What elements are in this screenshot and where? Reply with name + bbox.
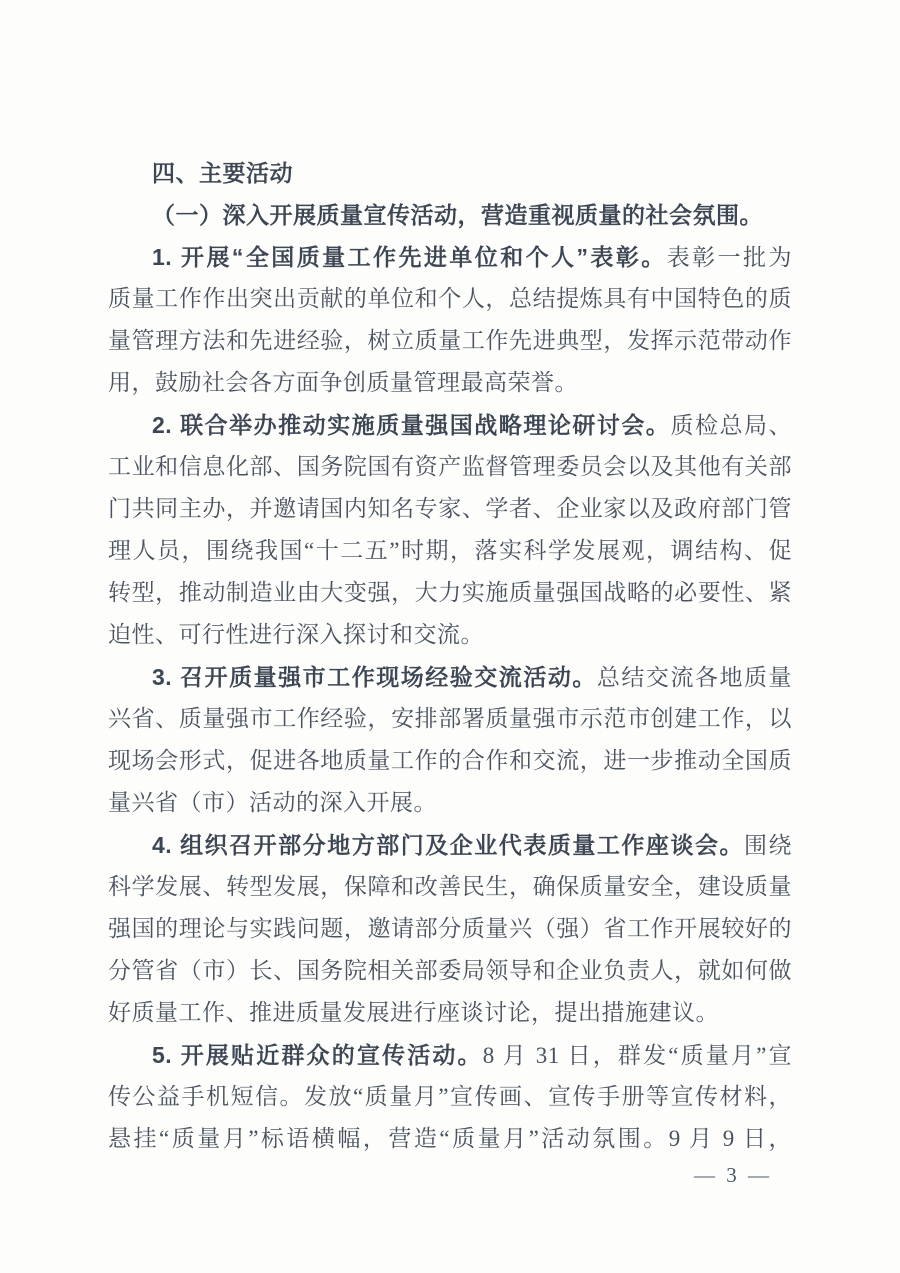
text-line xyxy=(108,404,792,446)
text-line xyxy=(108,1118,792,1160)
text-segment-bold: （一）深入开展质量宣传活动，营造重视质量的社会氛围。 xyxy=(152,202,763,228)
text-segment: 迫性、可行性进行深入探讨和交流。 xyxy=(108,622,484,647)
text-line xyxy=(108,740,792,782)
text-line xyxy=(108,278,792,320)
text-segment: 质检总局、 xyxy=(670,413,792,438)
text-line xyxy=(108,614,792,656)
text-line xyxy=(108,362,792,404)
text-line xyxy=(108,950,792,992)
text-line xyxy=(108,152,792,194)
text-line xyxy=(108,782,792,824)
text-segment-bold: 4. 组织召开部分地方部门及企业代表质量工作座谈会。 xyxy=(152,832,744,858)
text-segment: 量兴省（市）活动的深入开展。 xyxy=(108,790,437,815)
text-segment: 兴省、质量强市工作经验，安排部署质量强市示范市创建工作，以 xyxy=(108,706,792,731)
text-segment: 理人员，围绕我国“十二五”时期，落实科学发展观，调结构、促 xyxy=(108,538,792,563)
text-segment-bold: 2. 联合举办推动实施质量强国战略理论研讨会。 xyxy=(152,412,671,438)
text-segment: 转型，推动制造业由大变强，大力实施质量强国战略的必要性、紧 xyxy=(108,580,792,605)
text-segment: 悬挂“质量月”标语横幅，营造“质量月”活动氛围。9 月 9 日， xyxy=(108,1126,792,1151)
text-line xyxy=(108,320,792,362)
text-segment: 8 月 31 日，群发“质量月”宣 xyxy=(482,1043,792,1068)
text-line xyxy=(108,530,792,572)
text-segment: 表彰一批为 xyxy=(666,245,792,270)
text-line xyxy=(108,1034,792,1076)
text-segment: 量管理方法和先进经验，树立质量工作先进典型，发挥示范带动作 xyxy=(108,328,792,353)
text-line xyxy=(108,572,792,614)
text-line xyxy=(108,656,792,698)
text-segment: 分管省（市）长、国务院相关部委局领导和企业负责人，就如何做 xyxy=(108,958,792,983)
text-segment-bold: 1. 开展“全国质量工作先进单位和个人”表彰。 xyxy=(152,244,667,270)
text-segment-bold: 四、主要活动 xyxy=(152,160,293,186)
text-segment: 用，鼓励社会各方面争创质量管理最高荣誉。 xyxy=(108,370,578,395)
text-line xyxy=(108,1076,792,1118)
text-line xyxy=(108,194,792,236)
text-segment: 强国的理论与实践问题，邀请部分质量兴（强）省工作开展较好的 xyxy=(108,916,792,941)
text-line xyxy=(108,446,792,488)
text-segment: 科学发展、转型发展，保障和改善民生，确保质量安全，建设质量 xyxy=(108,874,792,899)
text-line xyxy=(108,236,792,278)
text-line xyxy=(108,698,792,740)
text-segment: 工业和信息化部、国务院国有资产监督管理委员会以及其他有关部 xyxy=(108,454,792,479)
text-line xyxy=(108,824,792,866)
text-segment: 好质量工作、推进质量发展进行座谈讨论，提出措施建议。 xyxy=(108,1000,719,1025)
text-line xyxy=(108,488,792,530)
text-segment: 门共同主办，并邀请国内知名专家、学者、企业家以及政府部门管 xyxy=(108,496,792,521)
text-segment: 质量工作作出突出贡献的单位和个人，总结提炼具有中国特色的质 xyxy=(108,286,792,311)
text-segment-bold: 3. 召开质量强市工作现场经验交流活动。 xyxy=(152,664,597,690)
text-segment: 现场会形式，促进各地质量工作的合作和交流，进一步推动全国质 xyxy=(108,748,792,773)
text-segment: 传公益手机短信。发放“质量月”宣传画、宣传手册等宣传材料， xyxy=(108,1084,792,1109)
text-segment-bold: 5. 开展贴近群众的宣传活动。 xyxy=(152,1042,483,1068)
text-line xyxy=(108,992,792,1034)
page-number: — 3 — xyxy=(694,1163,772,1187)
text-line xyxy=(108,866,792,908)
text-segment: 围绕 xyxy=(743,833,792,858)
document-body xyxy=(108,152,792,1160)
text-line xyxy=(108,908,792,950)
text-segment: 总结交流各地质量 xyxy=(596,665,792,690)
